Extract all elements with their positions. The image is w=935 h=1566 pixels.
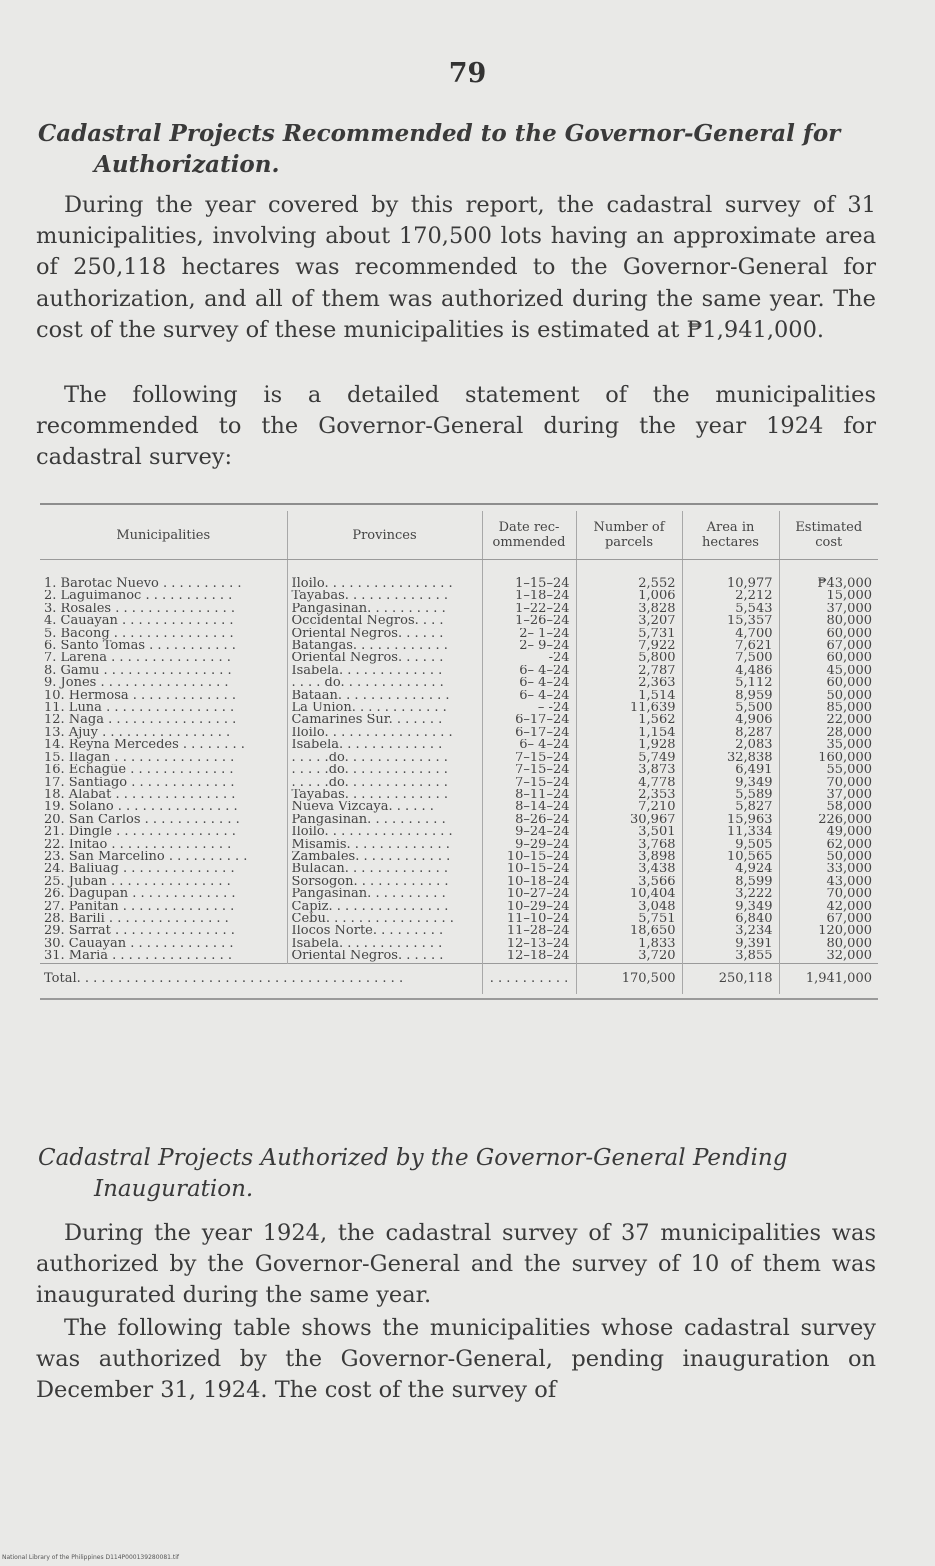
cell-province: Batangas. . . . . . . . . . . . (287, 640, 482, 652)
cell-area: 4,486 (682, 665, 779, 677)
scan-footer-note: National Library of the Philippines D114P000139280081.tif (2, 1554, 180, 1561)
table-row (40, 814, 878, 826)
cell-date: 2– 1–24 (482, 628, 576, 640)
table-row (40, 851, 878, 863)
table-row (40, 764, 878, 776)
cell-date: 8–14–24 (482, 801, 576, 813)
cell-province: . . . . do. . . . . . . . . . . . . (287, 677, 482, 689)
cell-parcels: 3,720 (576, 950, 682, 963)
cell-province: Isabela. . . . . . . . . . . . . (287, 938, 482, 950)
cell-date: 12–13–24 (482, 938, 576, 950)
cell-date: 2– 9–24 (482, 640, 576, 652)
cell-parcels: 5,800 (576, 652, 682, 664)
cell-area: 9,349 (682, 777, 779, 789)
cell-date: 1–26–24 (482, 615, 576, 627)
cell-cost: 43,000 (779, 876, 878, 888)
table-bottom-rule (40, 994, 878, 1000)
cell-municipality: 30. Cauayan . . . . . . . . . . . . . (44, 937, 234, 951)
cell-parcels: 1,833 (576, 938, 682, 950)
cell-municipality: 15. Ilagan . . . . . . . . . . . . . . . (44, 751, 235, 765)
table-row (40, 560, 878, 591)
cell-date: 6–17–24 (482, 714, 576, 726)
cell-cost: 70,000 (779, 777, 878, 789)
cell-area: 8,959 (682, 690, 779, 702)
header-date: Date rec- ommended (482, 511, 576, 560)
cell-date: 10–27–24 (482, 888, 576, 900)
cell-area: 11,334 (682, 826, 779, 838)
cell-parcels: 2,552 (576, 560, 682, 591)
cell-date: 11–28–24 (482, 925, 576, 937)
cell-municipality: 28. Barili . . . . . . . . . . . . . . . (44, 912, 229, 926)
cell-area: 5,500 (682, 702, 779, 714)
cell-area: 3,222 (682, 888, 779, 900)
cell-province: Isabela. . . . . . . . . . . . . (287, 665, 482, 677)
cell-parcels: 1,154 (576, 727, 682, 739)
cell-municipality: 29. Sarrat . . . . . . . . . . . . . . . (44, 925, 235, 938)
table-header-row (40, 511, 878, 560)
header-cost: Estimated cost (779, 511, 878, 560)
cell-area: 8,287 (682, 727, 779, 739)
cell-cost: 67,000 (779, 913, 878, 925)
cell-date: 10–18–24 (482, 876, 576, 888)
cell-province: . . . . .do. . . . . . . . . . . . . (287, 764, 482, 776)
heading-line-2: Authorization. (94, 151, 280, 178)
heading-line-2: Inauguration. (94, 1176, 254, 1202)
cell-municipality: 24. Baliuag . . . . . . . . . . . . . . (44, 863, 235, 876)
cell-parcels: 2,787 (576, 665, 682, 677)
cell-date: 1–15–24 (482, 560, 576, 591)
paragraph-statement-intro: The following is a detailed statement of the municipalities recommended to the Governor-General during the year 1924 for cadastral survey: (36, 382, 876, 471)
total-label: Total. . . . . . . . . . . . . . . . . . . . . . . . . . . . . . . . . . . . . . . . (40, 963, 482, 994)
cell-parcels: 5,751 (576, 913, 682, 925)
cell-municipality: 13. Ajuy . . . . . . . . . . . . . . . . (44, 726, 231, 740)
cell-province: . . . . .do. . . . . . . . . . . . . (287, 752, 482, 764)
cell-area: 7,621 (682, 640, 779, 652)
cell-province: Isabela. . . . . . . . . . . . . (287, 739, 482, 751)
table-row (40, 901, 878, 913)
cell-date: 7–15–24 (482, 764, 576, 776)
cell-parcels: 11,639 (576, 702, 682, 714)
total-parcels: 170,500 (576, 963, 682, 994)
cell-area: 6,840 (682, 913, 779, 925)
cell-municipality: 8. Gamu . . . . . . . . . . . . . . . . (44, 664, 232, 678)
cell-date: 10–29–24 (482, 901, 576, 913)
cell-municipality: 2. Laguimanoc . . . . . . . . . . . (44, 590, 233, 603)
cell-parcels: 1,562 (576, 714, 682, 726)
table-row (40, 615, 878, 627)
table-row (40, 652, 878, 664)
table-row (40, 777, 878, 789)
table-row (40, 665, 878, 677)
cell-cost: 58,000 (779, 801, 878, 813)
table-row (40, 950, 878, 963)
table-row (40, 739, 878, 751)
cell-province: Pangasinan. . . . . . . . . . (287, 603, 482, 615)
cell-municipality: 6. Santo Tomas . . . . . . . . . . . (44, 640, 236, 653)
paragraph-table-intro: The following table shows the municipalities whose cadastral survey was authorized by the Governor-General, pending inauguration on December 31, 1924. The cost of the survey of (36, 1315, 876, 1404)
cell-date: 6– 4–24 (482, 739, 576, 751)
cell-area: 15,357 (682, 615, 779, 627)
cell-parcels: 3,828 (576, 603, 682, 615)
cell-cost: 28,000 (779, 727, 878, 739)
cell-parcels: 2,353 (576, 789, 682, 801)
cell-province: Iloilo. . . . . . . . . . . . . . . . (287, 560, 482, 591)
cell-cost: 62,000 (779, 839, 878, 851)
table-row (40, 752, 878, 764)
cell-parcels: 3,207 (576, 615, 682, 627)
cell-municipality: 27. Panitan . . . . . . . . . . . . . . (44, 900, 235, 913)
table-row (40, 677, 878, 689)
cell-date: 7–15–24 (482, 752, 576, 764)
cell-area: 5,589 (682, 789, 779, 801)
total-date-dots: . . . . . . . . . . (482, 963, 576, 994)
cell-municipality: 11. Luna . . . . . . . . . . . . . . . . (44, 702, 235, 715)
cell-cost: ₱43,000 (779, 560, 878, 591)
cell-parcels: 3,873 (576, 764, 682, 776)
cell-area: 10,977 (682, 560, 779, 591)
cell-parcels: 3,048 (576, 901, 682, 913)
table-row (40, 702, 878, 714)
cell-parcels: 3,438 (576, 863, 682, 875)
cell-parcels: 1,006 (576, 590, 682, 602)
cell-parcels: 5,749 (576, 752, 682, 764)
cell-cost: 55,000 (779, 764, 878, 776)
cell-municipality: 5. Bacong . . . . . . . . . . . . . . . (44, 627, 234, 641)
cell-area: 3,855 (682, 950, 779, 963)
cell-date: -24 (482, 652, 576, 664)
cell-municipality: 25. Juban . . . . . . . . . . . . . . . (44, 875, 231, 889)
table-row (40, 727, 878, 739)
cell-area: 9,505 (682, 839, 779, 851)
cell-parcels: 7,210 (576, 801, 682, 813)
cell-province: Nueva Vizcaya. . . . . . (287, 801, 482, 813)
cell-cost: 80,000 (779, 615, 878, 627)
cell-date: 6– 4–24 (482, 677, 576, 689)
cell-municipality: 14. Reyna Mercedes . . . . . . . . (44, 739, 245, 752)
cell-province: Tayabas. . . . . . . . . . . . . (287, 789, 482, 801)
cell-province: Iloilo. . . . . . . . . . . . . . . . (287, 727, 482, 739)
cell-date: 6– 4–24 (482, 690, 576, 702)
table-row (40, 925, 878, 937)
cell-municipality: 10. Hermosa . . . . . . . . . . . . . (44, 689, 237, 703)
cell-cost: 35,000 (779, 739, 878, 751)
cell-date: 8–11–24 (482, 789, 576, 801)
cell-area: 15,963 (682, 814, 779, 826)
cell-date: 9–29–24 (482, 839, 576, 851)
cell-municipality: 16. Echagüe . . . . . . . . . . . . . (44, 764, 234, 777)
table-row (40, 690, 878, 702)
cell-province: Camarines Sur. . . . . . . (287, 714, 482, 726)
cell-province: Occidental Negros. . . . (287, 615, 482, 627)
cell-parcels: 7,922 (576, 640, 682, 652)
cell-cost: 60,000 (779, 677, 878, 689)
municipalities-table (40, 503, 878, 1000)
cell-cost: 50,000 (779, 851, 878, 863)
cell-date: 10–15–24 (482, 863, 576, 875)
header-municipalities: Municipalities (40, 511, 287, 560)
cell-province: La Union. . . . . . . . . . . . (287, 702, 482, 714)
cell-province: Pangasinan. . . . . . . . . . (287, 888, 482, 900)
cell-province: Ilocos Norte. . . . . . . . . (287, 925, 482, 937)
cell-province: Zambales. . . . . . . . . . . . (287, 851, 482, 863)
header-parcels: Number of parcels (576, 511, 682, 560)
cell-cost: 160,000 (779, 752, 878, 764)
cell-province: Capiz. . . . . . . . . . . . . . . (287, 901, 482, 913)
cell-area: 10,565 (682, 851, 779, 863)
cell-cost: 60,000 (779, 652, 878, 664)
cell-parcels: 3,768 (576, 839, 682, 851)
cell-cost: 45,000 (779, 665, 878, 677)
cell-province: Pangasinan. . . . . . . . . . (287, 814, 482, 826)
cell-date: 11–10–24 (482, 913, 576, 925)
table-row (40, 801, 878, 813)
cell-cost: 15,000 (779, 590, 878, 602)
cell-parcels: 30,967 (576, 814, 682, 826)
cell-cost: 226,000 (779, 814, 878, 826)
cell-parcels: 3,566 (576, 876, 682, 888)
table-body (40, 560, 878, 964)
cell-municipality: 22. Initao . . . . . . . . . . . . . . . (44, 838, 232, 851)
cell-cost: 33,000 (779, 863, 878, 875)
table-row (40, 876, 878, 888)
cell-municipality: 18. Alabat . . . . . . . . . . . . . . . (44, 788, 236, 802)
table-row (40, 888, 878, 900)
cell-parcels: 1,928 (576, 739, 682, 751)
total-area: 250,118 (682, 963, 779, 994)
paragraph-authorized-summary: During the year 1924, the cadastral survey of 37 municipalities was authorized by the Governor-General and the survey of 10 of them was inaugurated during the same year. (36, 1220, 876, 1309)
cell-area: 2,212 (682, 590, 779, 602)
cell-province: Misamis. . . . . . . . . . . . . (287, 839, 482, 851)
cell-municipality: 12. Naga . . . . . . . . . . . . . . . . (44, 714, 237, 727)
cell-parcels: 10,404 (576, 888, 682, 900)
cell-municipality: 26. Dagupan . . . . . . . . . . . . . (44, 888, 236, 901)
cell-municipality: 1. Barotac Nuevo . . . . . . . . . . (44, 576, 242, 591)
cell-municipality: 20. San Carlos . . . . . . . . . . . . (44, 813, 240, 827)
cell-date: – -24 (482, 702, 576, 714)
cell-area: 6,491 (682, 764, 779, 776)
table-row (40, 714, 878, 726)
cell-municipality: 4. Cauayan . . . . . . . . . . . . . . (44, 615, 234, 628)
cell-province: Sorsogon. . . . . . . . . . . . (287, 876, 482, 888)
cell-area: 4,906 (682, 714, 779, 726)
table-row (40, 839, 878, 851)
cell-date: 9–24–24 (482, 826, 576, 838)
cell-province: Cebu. . . . . . . . . . . . . . . . (287, 913, 482, 925)
cell-municipality: 3. Rosales . . . . . . . . . . . . . . . (44, 602, 236, 616)
cell-municipality: 17. Santiago . . . . . . . . . . . . . (44, 776, 235, 789)
section-heading-authorized (38, 1143, 898, 1205)
page-number: 79 (448, 58, 487, 89)
table-row (40, 789, 878, 801)
table-row (40, 640, 878, 652)
cell-cost: 22,000 (779, 714, 878, 726)
table-row (40, 590, 878, 602)
cell-cost: 42,000 (779, 901, 878, 913)
cell-cost: 50,000 (779, 690, 878, 702)
cell-area: 4,924 (682, 863, 779, 875)
table-row (40, 826, 878, 838)
cell-municipality: 9. Jones . . . . . . . . . . . . . . . . (44, 677, 229, 690)
cell-parcels: 4,778 (576, 777, 682, 789)
cell-area: 5,827 (682, 801, 779, 813)
cell-municipality: 7. Larena . . . . . . . . . . . . . . . (44, 652, 231, 665)
cell-area: 9,391 (682, 938, 779, 950)
cell-cost: 80,000 (779, 938, 878, 950)
cell-cost: 70,000 (779, 888, 878, 900)
header-area: Area in hectares (682, 511, 779, 560)
cell-parcels: 18,650 (576, 925, 682, 937)
cell-cost: 60,000 (779, 628, 878, 640)
cell-date: 6– 4–24 (482, 665, 576, 677)
cell-province: Oriental Negros. . . . . . (287, 652, 482, 664)
table-row (40, 938, 878, 950)
table-row (40, 628, 878, 640)
cell-date: 1–18–24 (482, 590, 576, 602)
cell-area: 7,500 (682, 652, 779, 664)
cell-area: 3,234 (682, 925, 779, 937)
table-row (40, 913, 878, 925)
cell-province: Bataan. . . . . . . . . . . . . . (287, 690, 482, 702)
cell-parcels: 1,514 (576, 690, 682, 702)
cell-province: Oriental Negros. . . . . . (287, 628, 482, 640)
total-cost: 1,941,000 (779, 963, 878, 994)
cell-municipality: 23. San Marcelino . . . . . . . . . . (44, 850, 248, 864)
cell-province: Bulacan. . . . . . . . . . . . . (287, 863, 482, 875)
cell-province: Iloilo. . . . . . . . . . . . . . . . (287, 826, 482, 838)
cell-date: 10–15–24 (482, 851, 576, 863)
cell-municipality: 19. Solano . . . . . . . . . . . . . . . (44, 801, 238, 814)
cell-area: 2,083 (682, 739, 779, 751)
cell-parcels: 3,898 (576, 851, 682, 863)
cell-province: Oriental Negros. . . . . . (287, 950, 482, 963)
table-total-row (40, 963, 878, 994)
section-heading-recommended (38, 118, 898, 180)
cell-cost: 67,000 (779, 640, 878, 652)
heading-line-1: Cadastral Projects Authorized by the Governor-General Pending (38, 1145, 788, 1171)
cell-area: 5,112 (682, 677, 779, 689)
cell-cost: 120,000 (779, 925, 878, 937)
cell-date: 12–18–24 (482, 950, 576, 963)
paragraph-summary: During the year covered by this report, the cadastral survey of 31 municipalities, involving about 170,500 lots having an approximate area of 250,118 hectares was recommended to the Governor-General for authorization, and all of them was authorized during the same year. The cost of the survey of these municipalities is estimated at ₱1,941,000. (36, 192, 876, 343)
cell-parcels: 2,363 (576, 677, 682, 689)
cell-province: . . . . .do. . . . . . . . . . . . . (287, 777, 482, 789)
table-row (40, 863, 878, 875)
cell-cost: 85,000 (779, 702, 878, 714)
cell-area: 8,599 (682, 876, 779, 888)
cell-date: 6–17–24 (482, 727, 576, 739)
table-row (40, 603, 878, 615)
cell-cost: 49,000 (779, 826, 878, 838)
cell-cost: 32,000 (779, 950, 878, 963)
cell-municipality: 21. Dingle . . . . . . . . . . . . . . . (44, 826, 236, 839)
cell-cost: 37,000 (779, 603, 878, 615)
cell-area: 4,700 (682, 628, 779, 640)
header-provinces: Provinces (287, 511, 482, 560)
cell-municipality: 31. Maria . . . . . . . . . . . . . . . (44, 950, 232, 964)
cell-date: 7–15–24 (482, 777, 576, 789)
cell-area: 9,349 (682, 901, 779, 913)
cell-parcels: 5,731 (576, 628, 682, 640)
cell-area: 5,543 (682, 603, 779, 615)
cell-province: Tayabas. . . . . . . . . . . . . (287, 590, 482, 602)
cell-parcels: 3,501 (576, 826, 682, 838)
cell-date: 8–26–24 (482, 814, 576, 826)
cell-date: 1–22–24 (482, 603, 576, 615)
cell-cost: 37,000 (779, 789, 878, 801)
cell-area: 32,838 (682, 752, 779, 764)
heading-line-1: Cadastral Projects Recommended to the Governor-General for (38, 120, 841, 147)
